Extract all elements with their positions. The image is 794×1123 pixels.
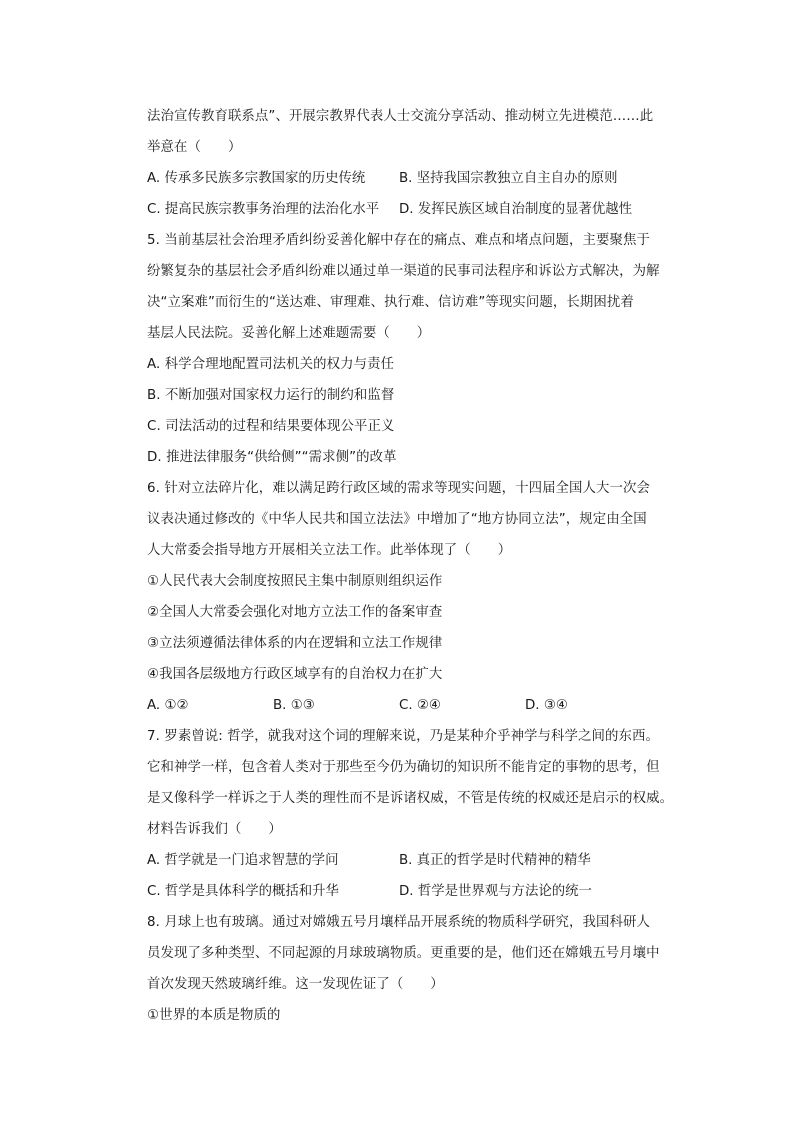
question-6-item-1: ①人民代表大会制度按照民主集中制原则组织运作: [147, 574, 443, 589]
question-4-options-row: [147, 163, 687, 194]
question-6-option-a: A. ①②: [147, 698, 189, 713]
question-4-option-d: D. 发挥民族区域自治制度的显著优越性: [399, 202, 633, 217]
question-8: [147, 907, 687, 1031]
question-6-option-d: D. ③④: [525, 698, 568, 713]
question-4-stem-line: 法治宣传教育联系点”、开展宗教界代表人士交流分享活动、推动树立先进模范……此: [147, 109, 654, 124]
question-7-option-d: D. 哲学是世界观与方法论的统一: [399, 884, 592, 899]
question-8-stem-line: 首次发现天然玻璃纤维。这一发现佐证了（ ）: [147, 977, 444, 992]
question-6-item-4: ④我国各层级地方行政区域享有的自治权力在扩大: [147, 667, 443, 682]
question-5-option-c: C. 司法活动的过程和结果要体现公平正义: [147, 419, 395, 434]
question-4: [147, 101, 687, 225]
question-6: [147, 473, 687, 721]
question-4-option-b: B. 坚持我国宗教独立自主自办的原则: [399, 171, 618, 186]
question-4-options-row: [147, 194, 687, 225]
page-content: [147, 101, 687, 1031]
question-8-stem-line: 员发现了多种类型、不同起源的月球玻璃物质。更重要的是，他们还在嫦娥五号月壤中: [147, 946, 660, 961]
question-4-stem-line: 举意在（ ）: [147, 140, 242, 155]
question-5-stem-line: 5. 当前基层社会治理矛盾纠纷妥善化解中存在的痛点、难点和堵点问题，主要聚焦于: [147, 233, 650, 248]
question-5-stem-line: 决“立案难”而衍生的“送达难、审理难、执行难、信访难”等现实问题，长期困扰着: [147, 295, 634, 310]
question-5-option-d: D. 推进法律服务“供给侧”“需求侧”的改革: [147, 450, 397, 465]
question-7: [147, 721, 687, 907]
question-7-options-row: [147, 876, 687, 907]
question-4-option-c: C. 提高民族宗教事务治理的法治化水平: [147, 202, 380, 217]
question-5-option-a: A. 科学合理地配置司法机关的权力与责任: [147, 357, 395, 372]
question-6-stem-line: 人大常委会指导地方开展相关立法工作。此举体现了（ ）: [147, 543, 512, 558]
question-7-stem-line: 7. 罗素曾说: 哲学，就我对这个词的理解来说，乃是某种介乎神学与科学之间的东西。: [147, 729, 659, 744]
question-7-options-row: [147, 845, 687, 876]
question-7-option-c: C. 哲学是具体科学的概括和升华: [147, 884, 339, 899]
question-5-option-b: B. 不断加强对国家权力运行的制约和监督: [147, 388, 395, 403]
question-5-stem-line: 纷繁复杂的基层社会矛盾纠纷难以通过单一渠道的民事司法程序和诉讼方式解决，为解: [147, 264, 660, 279]
question-6-stem-line: 6. 针对立法碎片化，难以满足跨行政区域的需求等现实问题，十四届全国人大一次会: [147, 481, 650, 496]
question-5-stem-line: 基层人民法院。妥善化解上述难题需要（ ）: [147, 326, 431, 341]
question-6-options-row: [147, 690, 687, 721]
question-8-item-1: ①世界的本质是物质的: [147, 1008, 281, 1023]
question-6-stem-line: 议表决通过修改的《中华人民共和国立法法》中增加了“地方协同立法”，规定由全国: [147, 512, 647, 527]
question-7-stem-line: 是又像科学一样诉之于人类的理性而不是诉诸权威，不管是传统的权威还是启示的权威。: [147, 791, 674, 806]
question-6-item-3: ③立法须遵循法律体系的内在逻辑和立法工作规律: [147, 636, 443, 651]
question-7-stem-line: 材料告诉我们（ ）: [147, 822, 282, 837]
question-6-option-b: B. ①③: [273, 698, 315, 713]
question-6-option-c: C. ②④: [399, 698, 441, 713]
question-7-stem-line: 它和神学一样，包含着人类对于那些至今仍为确切的知识所不能肯定的事物的思考，但: [147, 760, 660, 775]
question-7-option-b: B. 真正的哲学是时代精神的精华: [399, 853, 591, 868]
question-8-stem-line: 8. 月球上也有玻璃。通过对嫦娥五号月壤样品开展系统的物质科学研究，我国科研人: [147, 915, 650, 930]
question-5: [147, 225, 687, 473]
question-6-item-2: ②全国人大常委会强化对地方立法工作的备案审查: [147, 605, 443, 620]
question-7-option-a: A. 哲学就是一门追求智慧的学问: [147, 853, 339, 868]
question-4-option-a: A. 传承多民族多宗教国家的历史传统: [147, 171, 366, 186]
